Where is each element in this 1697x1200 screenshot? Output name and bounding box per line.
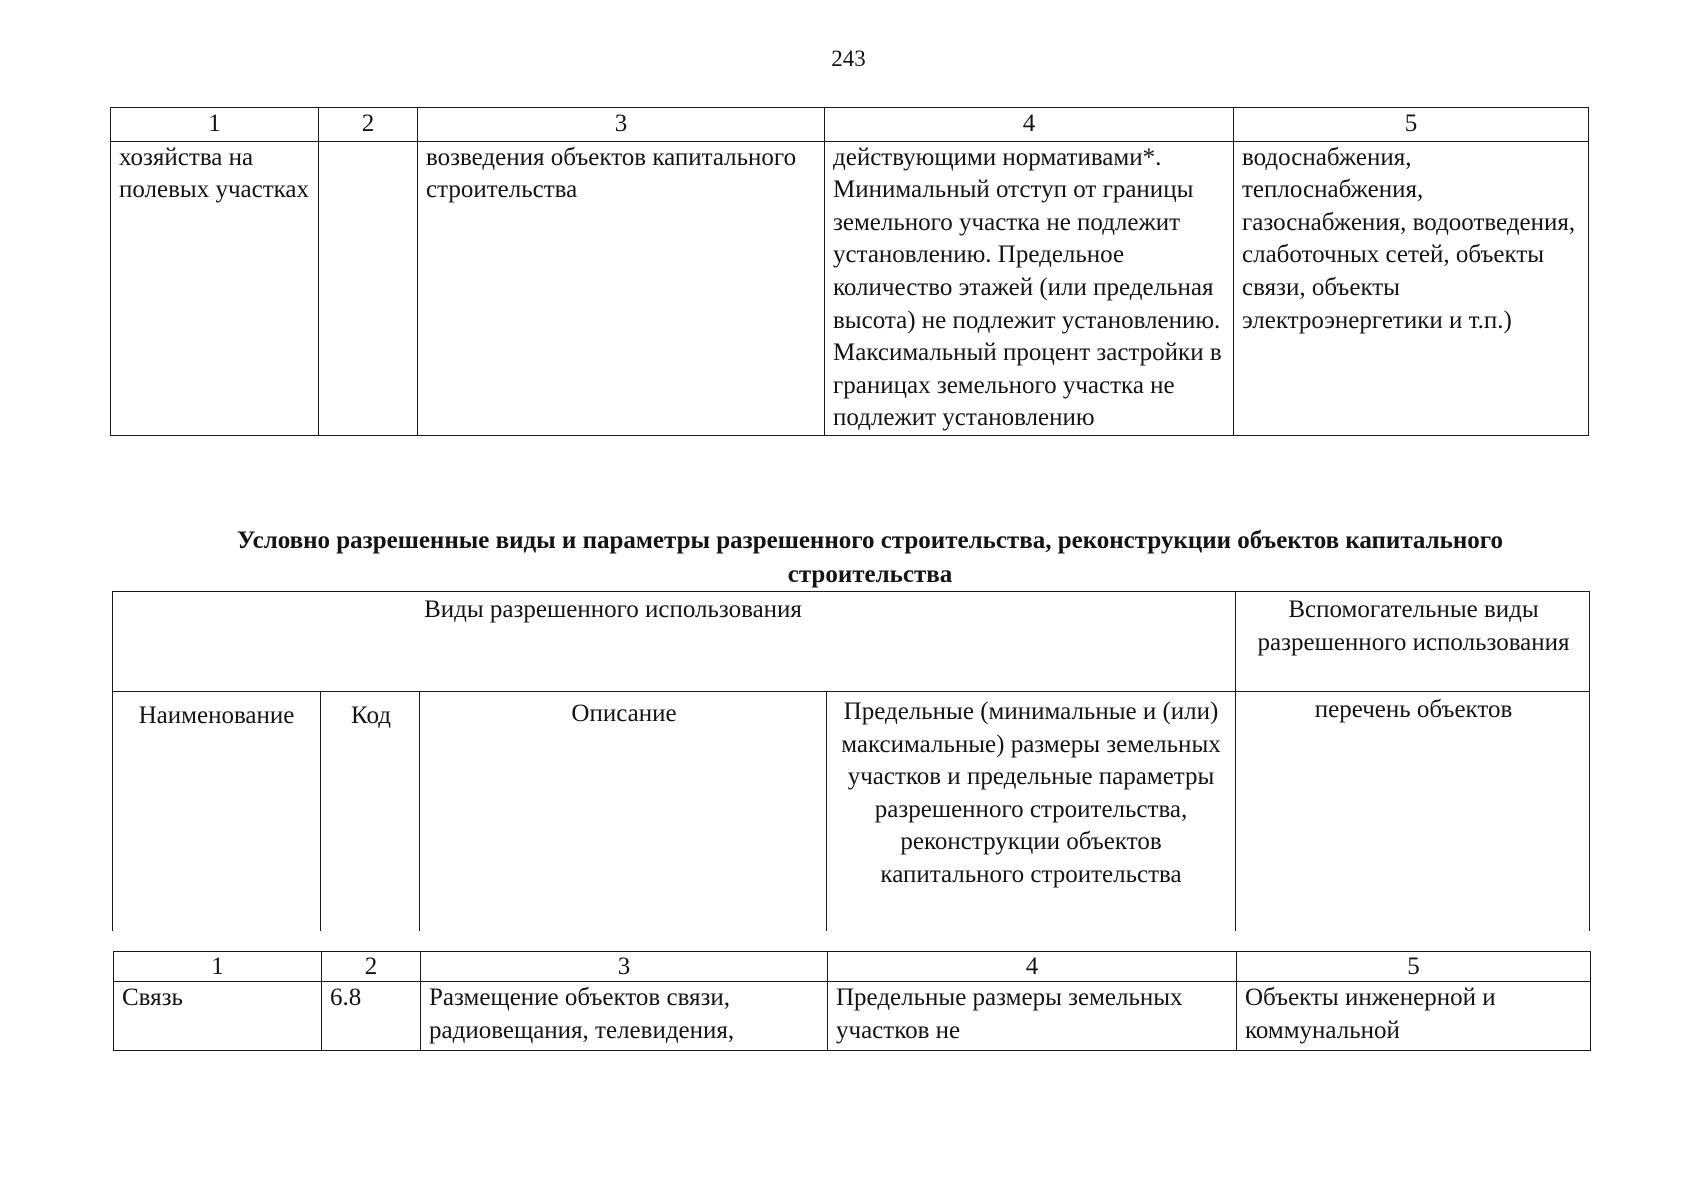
column-number-row [114, 952, 1591, 982]
page-number: 243 [831, 46, 866, 71]
code-cell: 6.8 [322, 982, 421, 1051]
header-columns-row [113, 692, 1590, 932]
column-number-row [111, 108, 1589, 142]
limits-cell: Предельные размеры земельных участков не [828, 982, 1237, 1051]
code-cell [319, 141, 418, 435]
auxiliary-objects-cell: водоснабжения, теплоснабжения, газоснабжения, водоотведения, слаботочных сетей, объекты связи, объекты электроэнергетики и т.п.) [1234, 141, 1589, 435]
auxiliary-objects-cell: Объекты инженерной и коммунальной [1237, 982, 1591, 1051]
description-cell: Размещение объектов связи, радиовещания, телевидения, [421, 982, 828, 1051]
header-group-row [113, 592, 1590, 692]
column-number: 4 [825, 108, 1234, 142]
column-number: 4 [828, 952, 1237, 982]
column-number: 2 [319, 108, 418, 142]
section-title: Условно разрешенные виды и параметры разрешенного строительства, реконструкции объектов капитального строительства [236, 527, 1504, 588]
column-number: 3 [421, 952, 828, 982]
column-number: 1 [114, 952, 322, 982]
limits-column-header: Предельные (минимальные и (или) максимальные) размеры земельных участков и предельные параметры разрешенного строительства, реконструкции объектов капитального строительства [827, 692, 1236, 932]
permitted-uses-group-header: Виды разрешенного использования [113, 592, 1236, 692]
regulations-table-continuation [110, 107, 1589, 436]
column-number: 1 [111, 108, 319, 142]
table-row [114, 982, 1591, 1051]
conditional-uses-header-table [112, 591, 1590, 931]
objects-list-column-header: перечень объектов [1236, 692, 1590, 932]
description-cell: возведения объектов капитального строительства [418, 141, 825, 435]
name-column-header: Наименование [113, 692, 321, 932]
limits-cell: действующими нормативами*. Минимальный отступ от границы земельного участка не подлежит установлению. Предельное количество этажей (или предельная высота) не подлежит установлению. Максимальный процент застройки в границах земельного участка не подлежит установлению [825, 141, 1234, 435]
column-number: 3 [418, 108, 825, 142]
auxiliary-uses-header: Вспомогательные виды разрешенного использования [1236, 592, 1590, 692]
use-name-cell: Связь [114, 982, 322, 1051]
description-column-header: Описание [420, 692, 827, 932]
conditional-uses-table [113, 951, 1591, 1051]
column-number: 5 [1237, 952, 1591, 982]
column-number: 5 [1234, 108, 1589, 142]
code-column-header: Код [321, 692, 420, 932]
use-name-cell: хозяйства на полевых участках [111, 141, 319, 435]
table-row [111, 141, 1589, 435]
column-number: 2 [322, 952, 421, 982]
